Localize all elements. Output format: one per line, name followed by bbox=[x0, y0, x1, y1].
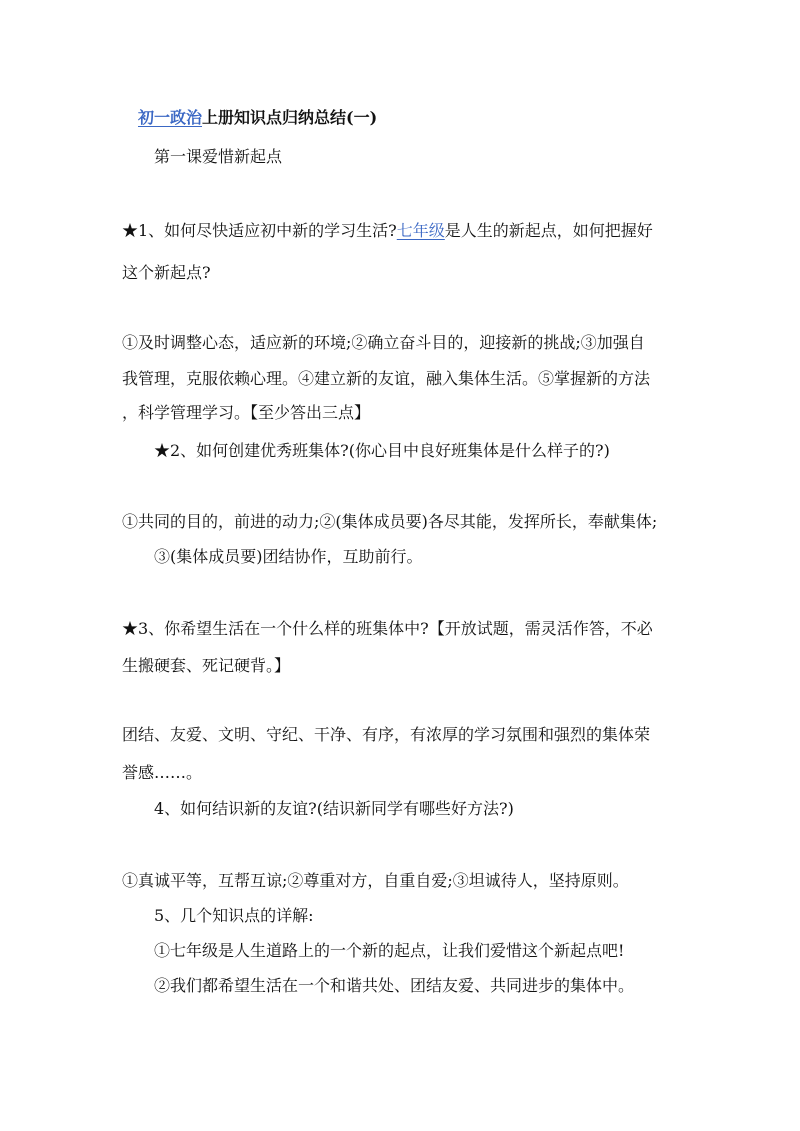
question-4: 4、如何结识新的友谊?(结识新同学有哪些好方法?) bbox=[154, 799, 514, 818]
question-2: ★2、如何创建优秀班集体?(你心目中良好班集体是什么样子的?) bbox=[154, 441, 610, 460]
question-1-line-2: 这个新起点? bbox=[122, 263, 211, 282]
title-link[interactable]: 初一政治 bbox=[138, 108, 203, 127]
document-title bbox=[138, 107, 377, 129]
answer-1-line-3: ，科学管理学习。【至少答出三点】 bbox=[122, 403, 371, 422]
question-3-line-2: 生搬硬套、死记硬背。】 bbox=[122, 656, 291, 675]
answer-3-line-2: 誉感……。 bbox=[122, 763, 203, 782]
answer-1-line-2: 我管理，克服依赖心理。④建立新的友谊，融入集体生活。⑤掌握新的方法 bbox=[122, 369, 651, 388]
answer-3-line-1: 团结、友爱、文明、守纪、干净、有序，有浓厚的学习氛围和强烈的集体荣 bbox=[122, 725, 651, 744]
answer-4: ①真诚平等，互帮互谅;②尊重对方，自重自爱;③坦诚待人，坚持原则。 bbox=[122, 871, 629, 890]
title-text: 上册知识点归纳总结(一) bbox=[202, 108, 378, 127]
question-5: 5、几个知识点的详解: bbox=[154, 906, 314, 925]
question-3-line-1: ★3、你希望生活在一个什么样的班集体中?【开放试题，需灵活作答，不必 bbox=[122, 619, 653, 638]
answer-2-line-2: ③(集体成员要)团结协作，互助前行。 bbox=[154, 547, 423, 566]
question-1-prefix: ★1、如何尽快适应初中新的学习生活? bbox=[122, 221, 397, 240]
lesson-heading: 第一课爱惜新起点 bbox=[154, 147, 283, 166]
answer-1-line-1: ①及时调整心态，适应新的环境;②确立奋斗目的，迎接新的挑战;③加强自 bbox=[122, 333, 645, 352]
answer-5-line-1: ①七年级是人生道路上的一个新的起点，让我们爱惜这个新起点吧! bbox=[154, 941, 625, 960]
question-1-suffix: 是人生的新起点，如何把握好 bbox=[444, 221, 653, 240]
question-1-line-1 bbox=[122, 220, 653, 242]
grade-link[interactable]: 七年级 bbox=[396, 221, 445, 240]
answer-2-line-1: ①共同的目的，前进的动力;②(集体成员要)各尽其能，发挥所长，奉献集体; bbox=[122, 512, 658, 531]
answer-5-line-2: ②我们都希望生活在一个和谐共处、团结友爱、共同进步的集体中。 bbox=[154, 976, 635, 995]
